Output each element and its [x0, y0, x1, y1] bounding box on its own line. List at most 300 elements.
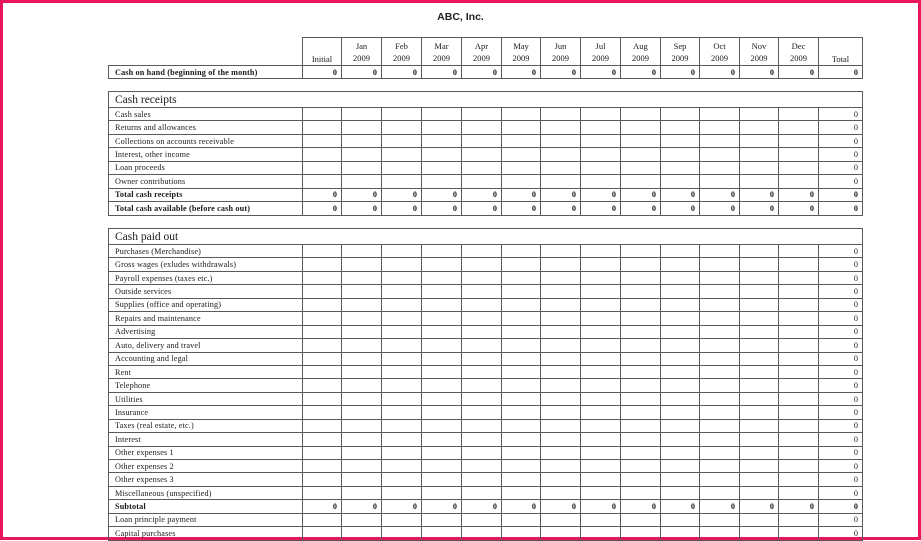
month-cell[interactable] [502, 175, 541, 188]
month-cell[interactable] [342, 392, 382, 405]
month-cell[interactable] [661, 121, 700, 134]
month-cell[interactable] [740, 433, 779, 446]
month-cell[interactable]: 0 [422, 500, 462, 513]
month-cell[interactable] [462, 352, 502, 365]
month-cell[interactable] [621, 419, 661, 432]
initial-cell[interactable] [303, 513, 342, 526]
month-cell[interactable] [581, 258, 621, 271]
month-cell[interactable] [382, 325, 422, 338]
month-cell[interactable]: 0 [342, 500, 382, 513]
month-cell[interactable] [621, 486, 661, 499]
month-cell[interactable] [502, 285, 541, 298]
initial-cell[interactable] [303, 312, 342, 325]
month-cell[interactable]: 0 [661, 66, 700, 79]
month-cell[interactable] [502, 513, 541, 526]
month-cell[interactable] [581, 339, 621, 352]
month-cell[interactable] [342, 352, 382, 365]
month-cell[interactable] [541, 486, 581, 499]
month-cell[interactable] [779, 134, 819, 147]
month-cell[interactable] [740, 392, 779, 405]
month-cell[interactable] [502, 392, 541, 405]
month-cell[interactable] [700, 379, 740, 392]
month-cell[interactable] [502, 258, 541, 271]
month-cell[interactable] [779, 460, 819, 473]
month-cell[interactable] [661, 285, 700, 298]
month-cell[interactable] [462, 473, 502, 486]
month-cell[interactable] [581, 271, 621, 284]
month-cell[interactable] [740, 473, 779, 486]
month-cell[interactable]: 0 [700, 188, 740, 201]
month-cell[interactable] [581, 161, 621, 174]
month-cell[interactable] [621, 339, 661, 352]
month-cell[interactable] [541, 134, 581, 147]
month-cell[interactable] [382, 433, 422, 446]
month-cell[interactable] [621, 527, 661, 540]
initial-cell[interactable] [303, 148, 342, 161]
month-cell[interactable] [621, 134, 661, 147]
month-cell[interactable] [581, 175, 621, 188]
month-cell[interactable] [661, 513, 700, 526]
month-cell[interactable] [422, 513, 462, 526]
month-cell[interactable]: 0 [779, 188, 819, 201]
month-cell[interactable] [779, 285, 819, 298]
month-cell[interactable] [382, 121, 422, 134]
month-cell[interactable] [342, 175, 382, 188]
month-cell[interactable] [342, 121, 382, 134]
month-cell[interactable] [422, 312, 462, 325]
month-cell[interactable] [541, 406, 581, 419]
month-cell[interactable] [621, 365, 661, 378]
month-cell[interactable] [342, 379, 382, 392]
month-cell[interactable] [422, 460, 462, 473]
month-cell[interactable] [581, 446, 621, 459]
month-cell[interactable]: 0 [740, 500, 779, 513]
month-cell[interactable] [700, 271, 740, 284]
month-cell[interactable] [700, 339, 740, 352]
month-cell[interactable] [502, 352, 541, 365]
month-cell[interactable] [502, 108, 541, 121]
initial-cell[interactable] [303, 365, 342, 378]
month-cell[interactable]: 0 [462, 188, 502, 201]
month-cell[interactable] [661, 406, 700, 419]
month-cell[interactable] [661, 392, 700, 405]
month-cell[interactable] [661, 433, 700, 446]
month-cell[interactable] [581, 392, 621, 405]
month-cell[interactable] [581, 406, 621, 419]
month-cell[interactable] [502, 446, 541, 459]
month-cell[interactable] [581, 121, 621, 134]
month-cell[interactable] [621, 513, 661, 526]
initial-cell[interactable] [303, 298, 342, 311]
month-cell[interactable] [342, 271, 382, 284]
month-cell[interactable] [661, 379, 700, 392]
month-cell[interactable] [621, 460, 661, 473]
month-cell[interactable] [541, 285, 581, 298]
month-cell[interactable] [342, 513, 382, 526]
month-cell[interactable] [462, 161, 502, 174]
month-cell[interactable]: 0 [621, 202, 661, 215]
month-cell[interactable] [581, 134, 621, 147]
month-cell[interactable]: 0 [462, 500, 502, 513]
month-cell[interactable] [779, 175, 819, 188]
month-cell[interactable] [740, 161, 779, 174]
month-cell[interactable] [661, 352, 700, 365]
month-cell[interactable] [382, 473, 422, 486]
month-cell[interactable] [502, 325, 541, 338]
month-cell[interactable]: 0 [342, 66, 382, 79]
month-cell[interactable] [422, 285, 462, 298]
month-cell[interactable]: 0 [700, 66, 740, 79]
month-cell[interactable] [700, 446, 740, 459]
month-cell[interactable] [779, 161, 819, 174]
month-cell[interactable] [502, 486, 541, 499]
month-cell[interactable] [541, 460, 581, 473]
month-cell[interactable] [581, 473, 621, 486]
initial-cell[interactable] [303, 339, 342, 352]
month-cell[interactable] [661, 419, 700, 432]
month-cell[interactable] [502, 312, 541, 325]
month-cell[interactable] [541, 419, 581, 432]
month-cell[interactable] [621, 298, 661, 311]
initial-cell[interactable]: 0 [303, 66, 342, 79]
month-cell[interactable] [382, 271, 422, 284]
initial-cell[interactable] [303, 175, 342, 188]
initial-cell[interactable] [303, 460, 342, 473]
month-cell[interactable] [581, 298, 621, 311]
month-cell[interactable] [700, 175, 740, 188]
month-cell[interactable] [422, 258, 462, 271]
month-cell[interactable] [382, 379, 422, 392]
month-cell[interactable] [541, 258, 581, 271]
month-cell[interactable] [382, 339, 422, 352]
month-cell[interactable] [502, 298, 541, 311]
month-cell[interactable] [382, 460, 422, 473]
month-cell[interactable] [422, 379, 462, 392]
month-cell[interactable] [661, 446, 700, 459]
month-cell[interactable] [661, 460, 700, 473]
month-cell[interactable] [541, 513, 581, 526]
month-cell[interactable]: 0 [502, 202, 541, 215]
initial-cell[interactable] [303, 134, 342, 147]
month-cell[interactable] [541, 325, 581, 338]
month-cell[interactable] [740, 258, 779, 271]
month-cell[interactable] [541, 312, 581, 325]
month-cell[interactable] [462, 446, 502, 459]
month-cell[interactable] [342, 406, 382, 419]
month-cell[interactable] [541, 121, 581, 134]
month-cell[interactable]: 0 [661, 202, 700, 215]
month-cell[interactable] [342, 108, 382, 121]
month-cell[interactable] [740, 406, 779, 419]
month-cell[interactable] [740, 486, 779, 499]
month-cell[interactable] [502, 161, 541, 174]
month-cell[interactable] [422, 175, 462, 188]
month-cell[interactable] [661, 161, 700, 174]
month-cell[interactable] [541, 392, 581, 405]
month-cell[interactable] [621, 258, 661, 271]
month-cell[interactable] [779, 271, 819, 284]
month-cell[interactable] [502, 527, 541, 540]
month-cell[interactable] [541, 379, 581, 392]
month-cell[interactable] [382, 527, 422, 540]
month-cell[interactable] [779, 245, 819, 258]
month-cell[interactable] [661, 312, 700, 325]
month-cell[interactable] [740, 271, 779, 284]
month-cell[interactable] [581, 513, 621, 526]
month-cell[interactable] [740, 379, 779, 392]
month-cell[interactable]: 0 [661, 500, 700, 513]
month-cell[interactable] [700, 312, 740, 325]
month-cell[interactable] [581, 486, 621, 499]
month-cell[interactable] [541, 161, 581, 174]
month-cell[interactable]: 0 [740, 66, 779, 79]
month-cell[interactable] [621, 392, 661, 405]
month-cell[interactable]: 0 [502, 500, 541, 513]
month-cell[interactable] [621, 473, 661, 486]
month-cell[interactable] [779, 121, 819, 134]
month-cell[interactable]: 0 [621, 500, 661, 513]
month-cell[interactable] [342, 258, 382, 271]
month-cell[interactable] [779, 513, 819, 526]
month-cell[interactable]: 0 [740, 202, 779, 215]
month-cell[interactable]: 0 [342, 202, 382, 215]
month-cell[interactable] [700, 134, 740, 147]
month-cell[interactable] [661, 271, 700, 284]
month-cell[interactable] [422, 406, 462, 419]
month-cell[interactable] [740, 339, 779, 352]
month-cell[interactable] [740, 446, 779, 459]
initial-cell[interactable] [303, 473, 342, 486]
month-cell[interactable] [779, 419, 819, 432]
month-cell[interactable] [779, 433, 819, 446]
initial-cell[interactable] [303, 285, 342, 298]
month-cell[interactable] [740, 460, 779, 473]
month-cell[interactable] [502, 245, 541, 258]
month-cell[interactable] [700, 298, 740, 311]
month-cell[interactable] [502, 121, 541, 134]
month-cell[interactable]: 0 [382, 202, 422, 215]
month-cell[interactable]: 0 [779, 66, 819, 79]
month-cell[interactable] [740, 312, 779, 325]
month-cell[interactable] [462, 339, 502, 352]
month-cell[interactable] [422, 352, 462, 365]
month-cell[interactable] [462, 392, 502, 405]
month-cell[interactable] [700, 392, 740, 405]
initial-cell[interactable] [303, 527, 342, 540]
month-cell[interactable] [462, 271, 502, 284]
month-cell[interactable] [621, 161, 661, 174]
month-cell[interactable] [779, 365, 819, 378]
month-cell[interactable] [422, 392, 462, 405]
month-cell[interactable] [502, 379, 541, 392]
month-cell[interactable] [502, 473, 541, 486]
month-cell[interactable] [502, 134, 541, 147]
month-cell[interactable] [422, 473, 462, 486]
month-cell[interactable] [661, 148, 700, 161]
month-cell[interactable] [541, 271, 581, 284]
month-cell[interactable] [621, 446, 661, 459]
month-cell[interactable]: 0 [502, 188, 541, 201]
month-cell[interactable] [779, 298, 819, 311]
month-cell[interactable] [462, 419, 502, 432]
month-cell[interactable] [621, 108, 661, 121]
month-cell[interactable] [581, 527, 621, 540]
month-cell[interactable] [342, 245, 382, 258]
month-cell[interactable] [422, 134, 462, 147]
month-cell[interactable] [740, 298, 779, 311]
month-cell[interactable] [581, 433, 621, 446]
month-cell[interactable] [621, 325, 661, 338]
month-cell[interactable] [700, 406, 740, 419]
month-cell[interactable] [779, 473, 819, 486]
month-cell[interactable] [342, 446, 382, 459]
month-cell[interactable] [502, 148, 541, 161]
month-cell[interactable] [779, 486, 819, 499]
month-cell[interactable] [422, 419, 462, 432]
month-cell[interactable]: 0 [541, 188, 581, 201]
month-cell[interactable] [462, 258, 502, 271]
month-cell[interactable] [661, 365, 700, 378]
month-cell[interactable]: 0 [502, 66, 541, 79]
month-cell[interactable] [342, 473, 382, 486]
month-cell[interactable] [541, 473, 581, 486]
month-cell[interactable] [661, 258, 700, 271]
month-cell[interactable] [502, 271, 541, 284]
month-cell[interactable] [779, 312, 819, 325]
month-cell[interactable] [740, 513, 779, 526]
month-cell[interactable] [581, 245, 621, 258]
month-cell[interactable] [382, 513, 422, 526]
month-cell[interactable] [581, 285, 621, 298]
month-cell[interactable] [342, 312, 382, 325]
month-cell[interactable] [462, 148, 502, 161]
initial-cell[interactable] [303, 379, 342, 392]
month-cell[interactable] [462, 325, 502, 338]
month-cell[interactable] [342, 285, 382, 298]
month-cell[interactable] [502, 460, 541, 473]
month-cell[interactable] [700, 325, 740, 338]
initial-cell[interactable] [303, 486, 342, 499]
month-cell[interactable] [382, 352, 422, 365]
month-cell[interactable] [342, 486, 382, 499]
month-cell[interactable] [621, 433, 661, 446]
month-cell[interactable] [462, 460, 502, 473]
month-cell[interactable] [502, 339, 541, 352]
month-cell[interactable] [382, 446, 422, 459]
month-cell[interactable] [422, 486, 462, 499]
month-cell[interactable] [779, 527, 819, 540]
month-cell[interactable] [661, 527, 700, 540]
month-cell[interactable]: 0 [581, 202, 621, 215]
month-cell[interactable] [740, 108, 779, 121]
month-cell[interactable] [462, 527, 502, 540]
month-cell[interactable] [700, 148, 740, 161]
month-cell[interactable] [502, 433, 541, 446]
month-cell[interactable] [422, 108, 462, 121]
month-cell[interactable] [382, 486, 422, 499]
month-cell[interactable] [740, 148, 779, 161]
month-cell[interactable] [700, 527, 740, 540]
month-cell[interactable]: 0 [462, 202, 502, 215]
month-cell[interactable]: 0 [740, 188, 779, 201]
initial-cell[interactable]: 0 [303, 202, 342, 215]
month-cell[interactable] [700, 419, 740, 432]
month-cell[interactable] [342, 419, 382, 432]
month-cell[interactable] [342, 298, 382, 311]
month-cell[interactable] [740, 121, 779, 134]
month-cell[interactable] [740, 352, 779, 365]
month-cell[interactable] [661, 175, 700, 188]
month-cell[interactable] [661, 473, 700, 486]
month-cell[interactable] [342, 134, 382, 147]
initial-cell[interactable] [303, 406, 342, 419]
month-cell[interactable] [661, 486, 700, 499]
month-cell[interactable] [422, 298, 462, 311]
month-cell[interactable] [342, 339, 382, 352]
month-cell[interactable]: 0 [541, 66, 581, 79]
month-cell[interactable]: 0 [382, 500, 422, 513]
month-cell[interactable] [661, 298, 700, 311]
month-cell[interactable] [541, 175, 581, 188]
month-cell[interactable] [700, 513, 740, 526]
month-cell[interactable] [541, 352, 581, 365]
month-cell[interactable] [462, 298, 502, 311]
month-cell[interactable] [621, 406, 661, 419]
initial-cell[interactable] [303, 392, 342, 405]
month-cell[interactable] [422, 325, 462, 338]
month-cell[interactable] [462, 365, 502, 378]
month-cell[interactable] [700, 258, 740, 271]
month-cell[interactable] [382, 245, 422, 258]
month-cell[interactable] [502, 419, 541, 432]
month-cell[interactable] [342, 325, 382, 338]
month-cell[interactable] [779, 352, 819, 365]
month-cell[interactable] [422, 446, 462, 459]
month-cell[interactable] [382, 312, 422, 325]
month-cell[interactable]: 0 [700, 500, 740, 513]
month-cell[interactable] [382, 258, 422, 271]
month-cell[interactable]: 0 [541, 202, 581, 215]
month-cell[interactable]: 0 [661, 188, 700, 201]
month-cell[interactable] [621, 285, 661, 298]
month-cell[interactable] [541, 245, 581, 258]
month-cell[interactable] [462, 245, 502, 258]
month-cell[interactable] [779, 148, 819, 161]
month-cell[interactable] [661, 108, 700, 121]
month-cell[interactable] [779, 108, 819, 121]
initial-cell[interactable] [303, 352, 342, 365]
month-cell[interactable] [740, 134, 779, 147]
month-cell[interactable] [382, 392, 422, 405]
initial-cell[interactable] [303, 108, 342, 121]
initial-cell[interactable] [303, 325, 342, 338]
month-cell[interactable] [541, 527, 581, 540]
month-cell[interactable] [422, 271, 462, 284]
month-cell[interactable] [462, 285, 502, 298]
month-cell[interactable] [342, 433, 382, 446]
month-cell[interactable] [779, 446, 819, 459]
month-cell[interactable] [700, 433, 740, 446]
month-cell[interactable] [581, 352, 621, 365]
month-cell[interactable] [462, 433, 502, 446]
month-cell[interactable]: 0 [621, 188, 661, 201]
month-cell[interactable] [462, 121, 502, 134]
month-cell[interactable] [740, 527, 779, 540]
month-cell[interactable] [422, 527, 462, 540]
month-cell[interactable] [342, 460, 382, 473]
month-cell[interactable] [422, 245, 462, 258]
month-cell[interactable]: 0 [779, 202, 819, 215]
